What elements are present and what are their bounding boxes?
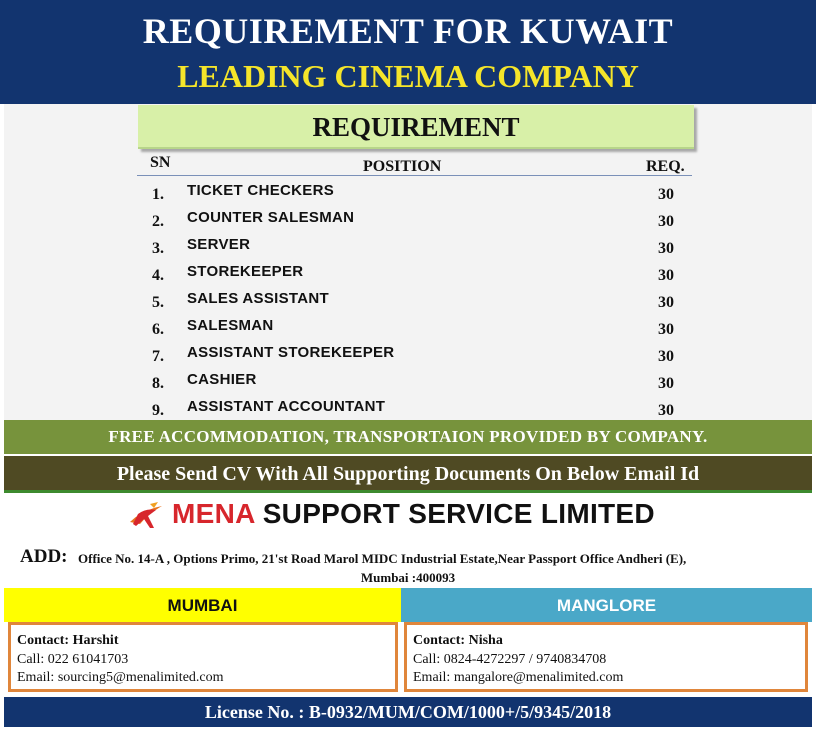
row-sn: 1. xyxy=(152,186,164,203)
requirement-heading-box xyxy=(138,105,694,149)
row-sn: 3. xyxy=(152,240,164,257)
header-divider xyxy=(137,175,692,176)
benefits-banner xyxy=(4,420,812,454)
address-line-1: Office No. 14-A , Options Primo, 21'st Road Marol MIDC Industrial Estate,Near Passport Office Andheri (E), xyxy=(78,551,687,566)
company-name-rest: SUPPORT SERVICE LIMITED xyxy=(262,498,655,529)
row-sn: 7. xyxy=(152,348,164,365)
address-line-2: Mumbai :400093 xyxy=(360,570,456,585)
row-sn: 4. xyxy=(152,267,164,284)
row-position: ASSISTANT STOREKEEPER xyxy=(187,344,395,361)
license-footer xyxy=(4,697,812,727)
row-req: 30 xyxy=(658,348,674,365)
cv-notice-banner xyxy=(4,456,812,493)
requirement-heading: REQUIREMENT xyxy=(312,112,520,142)
contact-phone: Call: 022 61041703 xyxy=(17,652,129,667)
row-sn: 6. xyxy=(152,321,164,338)
table-row xyxy=(0,209,816,236)
row-sn: 9. xyxy=(152,402,164,419)
page-subtitle: LEADING CINEMA COMPANY xyxy=(177,58,639,94)
table-row xyxy=(0,398,816,420)
table-row xyxy=(0,344,816,371)
row-req: 30 xyxy=(658,375,674,392)
row-req: 30 xyxy=(658,186,674,203)
row-req: 30 xyxy=(658,240,674,257)
contact-name: Contact: Harshit xyxy=(17,633,119,648)
row-position: COUNTER SALESMAN xyxy=(187,209,355,226)
table-row xyxy=(0,371,816,398)
contact-card-manglore xyxy=(404,622,808,692)
company-name xyxy=(172,498,655,530)
row-position: SERVER xyxy=(187,236,251,253)
column-header-sn: SN xyxy=(150,154,171,171)
contact-email: Email: sourcing5@menalimited.com xyxy=(17,670,224,685)
office-header-manglore xyxy=(401,588,812,622)
row-position: CASHIER xyxy=(187,371,257,388)
license-text: License No. : B-0932/MUM/COM/1000+/5/9345/2018 xyxy=(204,702,612,722)
office-city-mumbai: MUMBAI xyxy=(167,596,238,615)
row-position: STOREKEEPER xyxy=(187,263,304,280)
contact-email: Email: mangalore@menalimited.com xyxy=(413,670,624,685)
runner-icon xyxy=(128,500,168,530)
row-req: 30 xyxy=(658,321,674,338)
row-req: 30 xyxy=(658,294,674,311)
office-header-mumbai xyxy=(4,588,401,622)
table-row xyxy=(0,182,816,209)
table-row xyxy=(0,317,816,344)
table-row xyxy=(0,263,816,290)
company-name-highlight: MENA xyxy=(172,498,255,529)
row-position: ASSISTANT ACCOUNTANT xyxy=(187,398,386,415)
table-row xyxy=(0,290,816,317)
contact-card-mumbai xyxy=(8,622,398,692)
row-req: 30 xyxy=(658,213,674,230)
row-position: SALES ASSISTANT xyxy=(187,290,330,307)
column-header-req: REQ. xyxy=(646,158,685,175)
row-req: 30 xyxy=(658,267,674,284)
row-sn: 2. xyxy=(152,213,164,230)
column-header-position: POSITION xyxy=(363,158,442,175)
row-position: SALESMAN xyxy=(187,317,274,334)
row-req: 30 xyxy=(658,402,674,419)
contact-name: Contact: Nisha xyxy=(413,633,503,648)
contact-phone: Call: 0824-4272297 / 9740834708 xyxy=(413,652,607,667)
address-label: ADD: xyxy=(20,546,68,567)
row-sn: 5. xyxy=(152,294,164,311)
cv-notice-text: Please Send CV With All Supporting Documents On Below Email Id xyxy=(116,463,700,485)
benefits-text: FREE ACCOMMODATION, TRANSPORTAION PROVIDED BY COMPANY. xyxy=(108,427,708,446)
row-position: TICKET CHECKERS xyxy=(187,182,335,199)
page-title: REQUIREMENT FOR KUWAIT xyxy=(142,11,674,51)
header-banner xyxy=(0,0,816,104)
row-sn: 8. xyxy=(152,375,164,392)
table-row xyxy=(0,236,816,263)
office-city-manglore: MANGLORE xyxy=(556,596,657,615)
